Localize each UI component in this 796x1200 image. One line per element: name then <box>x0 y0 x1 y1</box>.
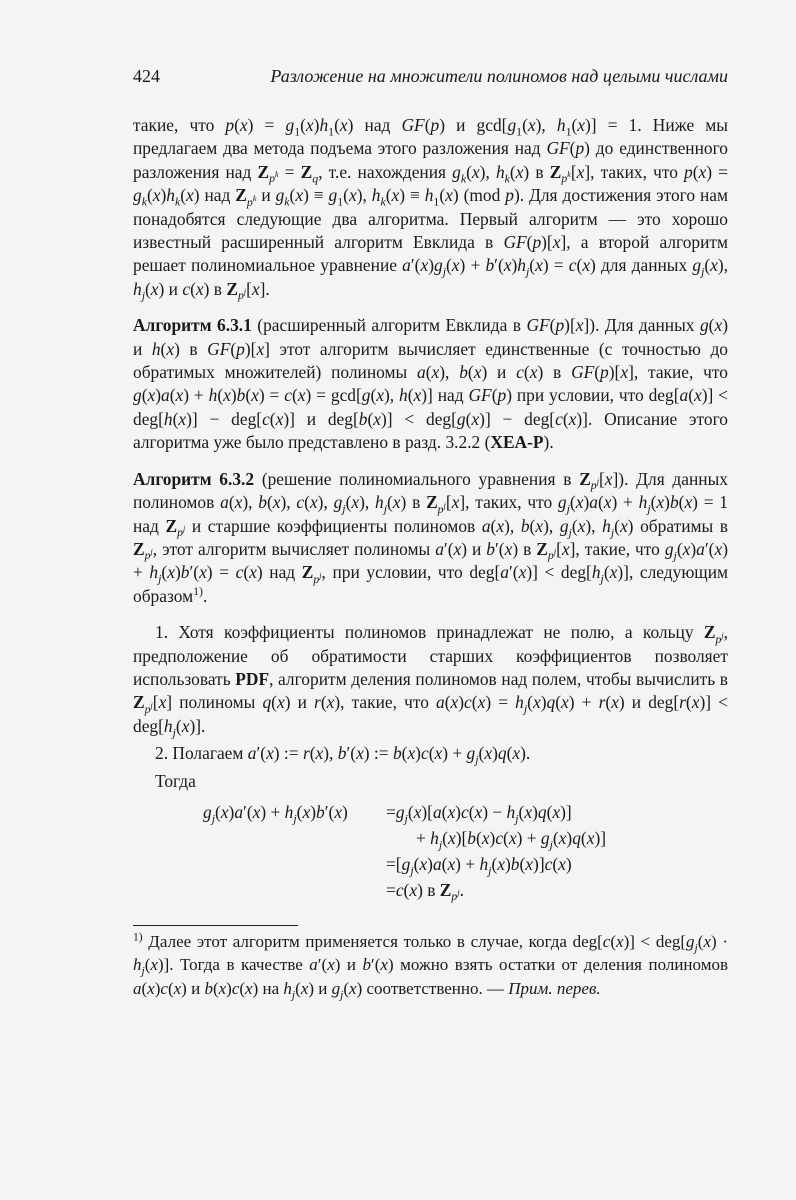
equation-line-3: $=[g_j(x)a(x) + h_j(x)b(x)]c(x)$ <box>386 853 572 878</box>
algorithm-6-3-1: Алгоритм 6.3.1 (расширенный алгоритм Евклида в GF(p)[x]). Для данных g(x) и h(x) в GF(p)[x] этот алгоритм вычисляет единственные (с точностью до обратимых множителей) полиномы a(x), b(x) и c(x) в GF(p)[x], такие, что g(x)a(x) + h(x)b(x) = c(x) = gcd[g(x), h(x)] над GF(p) при условии, что deg[a(x)] < deg[h(x)] − deg[c(x)] и deg[b(x)] < deg[g(x)] − deg[c(x)]. Описание этого алгоритма уже было представлено в разд. 3.2.2 (XEA-P). <box>133 315 728 453</box>
footnote-rule <box>133 925 298 926</box>
algorithm-title: Алгоритм 6.3.2 <box>133 468 255 489</box>
intro-paragraph: такие, что $p(x) = g_1(x)h_1(x)$ над GF(p) и $\gcd[g_1(x)$, $h_1(x)] = 1$. Ниже мы предлагаем два метода подъема этого разложения над GF(p) до единственного разложения над $Z_{p^k} = Z_q$, т.е. нахождения $g_k(x)$, $h_k(x)$ в $Z_{p^k}[x]$, таких, что $p(x) = g_k(x)h_k(x)$ над $Z_{p^k}$ и $g_k(x) \equiv g_1(x)$, $h_k(x) \equiv h_1(x)$ (mod p). Для достижения этого нам понадобятся следующие два алгоритма. Первый алгоритм — это хорошо известный расширенный алгоритм Евклида в GF(p)[x], а второй алгоритм решает полиномиальное уравнение $a'(x)g_j(x) + b'(x)h_j(x) = c(x)$ для данных $g_j(x)$, $h_j(x)$ и c(x) в $Z_{p^j}[x]$. <box>133 115 729 303</box>
step-1: 1. Хотя коэффициенты полиномов принадлежат не полю, а кольцу $Z_{p^j}$, предположение об обратимости старших коэффициентов позволяет использовать PDF, алгоритм деления полиномов над полем, чтобы вычислить в $Z_{p^j}[x]$ полиномы q(x) и r(x), такие, что $a(x)c(x) = h_j(x)q(x) + r(x)$ и $deg[r(x)] < deg[h_j(x)]$. <box>133 622 729 740</box>
page-number: 424 <box>133 66 160 86</box>
running-title: Разложение на множители полиномов над целыми числами <box>270 66 728 86</box>
step-2: 2. Полагаем a′(x) := r(x), b′(x) := $b(x)c(x) + g_j(x)q(x)$. <box>155 743 531 767</box>
algorithm-reference: XEA-P <box>490 432 544 453</box>
display-equation <box>133 801 728 913</box>
equation-line-2: + $h_j(x)[b(x)c(x) + g_j(x)q(x)]$ <box>416 827 607 852</box>
equation-line-1: $=g_j(x)[a(x)c(x) - h_j(x)q(x)]$ <box>386 801 572 826</box>
translator-note: Прим. перев. <box>508 978 601 998</box>
footnote-mark: 1) <box>133 930 143 944</box>
footnote-marker: 1) <box>193 583 203 598</box>
footnote: $^{1)}$ Далее этот алгоритм применяется только в случае, когда $deg[c(x)] < deg[g_j(x) \cdot h_j(x)]$. Тогда в качестве a′(x) и b′(x) можно взять остатки от деления полиномов a(x)c(x) и b(x)c(x) на $h_j(x)$ и $g_j(x)$ соответственно. — Прим. перев. <box>133 930 728 1002</box>
then-label: Тогда <box>155 770 196 791</box>
algorithm-6-3-2: Алгоритм 6.3.2 (решение полиномиального уравнения в $Z_{p^j}[x]$). Для данных полиномов a(x), b(x), c(x), $g_j(x)$, $h_j(x)$ в $Z_{p^j}[x]$, таких, что $g_j(x)a(x) + h_j(x)b(x) = 1$ над $Z_{p^j}$ и старшие коэффициенты полиномов a(x), b(x), $g_j(x)$, $h_j(x)$ обратимы в $Z_{p^j}$, этот алгоритм вычисляет полиномы a′(x) и b′(x) в $Z_{p^j}[x]$, такие, что $g_j(x)a'(x) + h_j(x)b'(x) = c(x)$ над $Z_{p^j}$, при условии, что $deg[a'(x)] < deg[h_j(x)]$, следующим образом$^{1)}$. <box>133 468 729 606</box>
algorithm-title: Алгоритм 6.3.1 <box>133 315 252 336</box>
equation-lhs: $g_j(x)a'(x) + h_j(x)b'(x)$ <box>203 801 348 826</box>
pdf-reference: PDF <box>235 668 270 689</box>
page-body <box>133 114 728 1000</box>
equation-line-4: =c(x) в $Z_{p^j}$. <box>386 879 464 904</box>
